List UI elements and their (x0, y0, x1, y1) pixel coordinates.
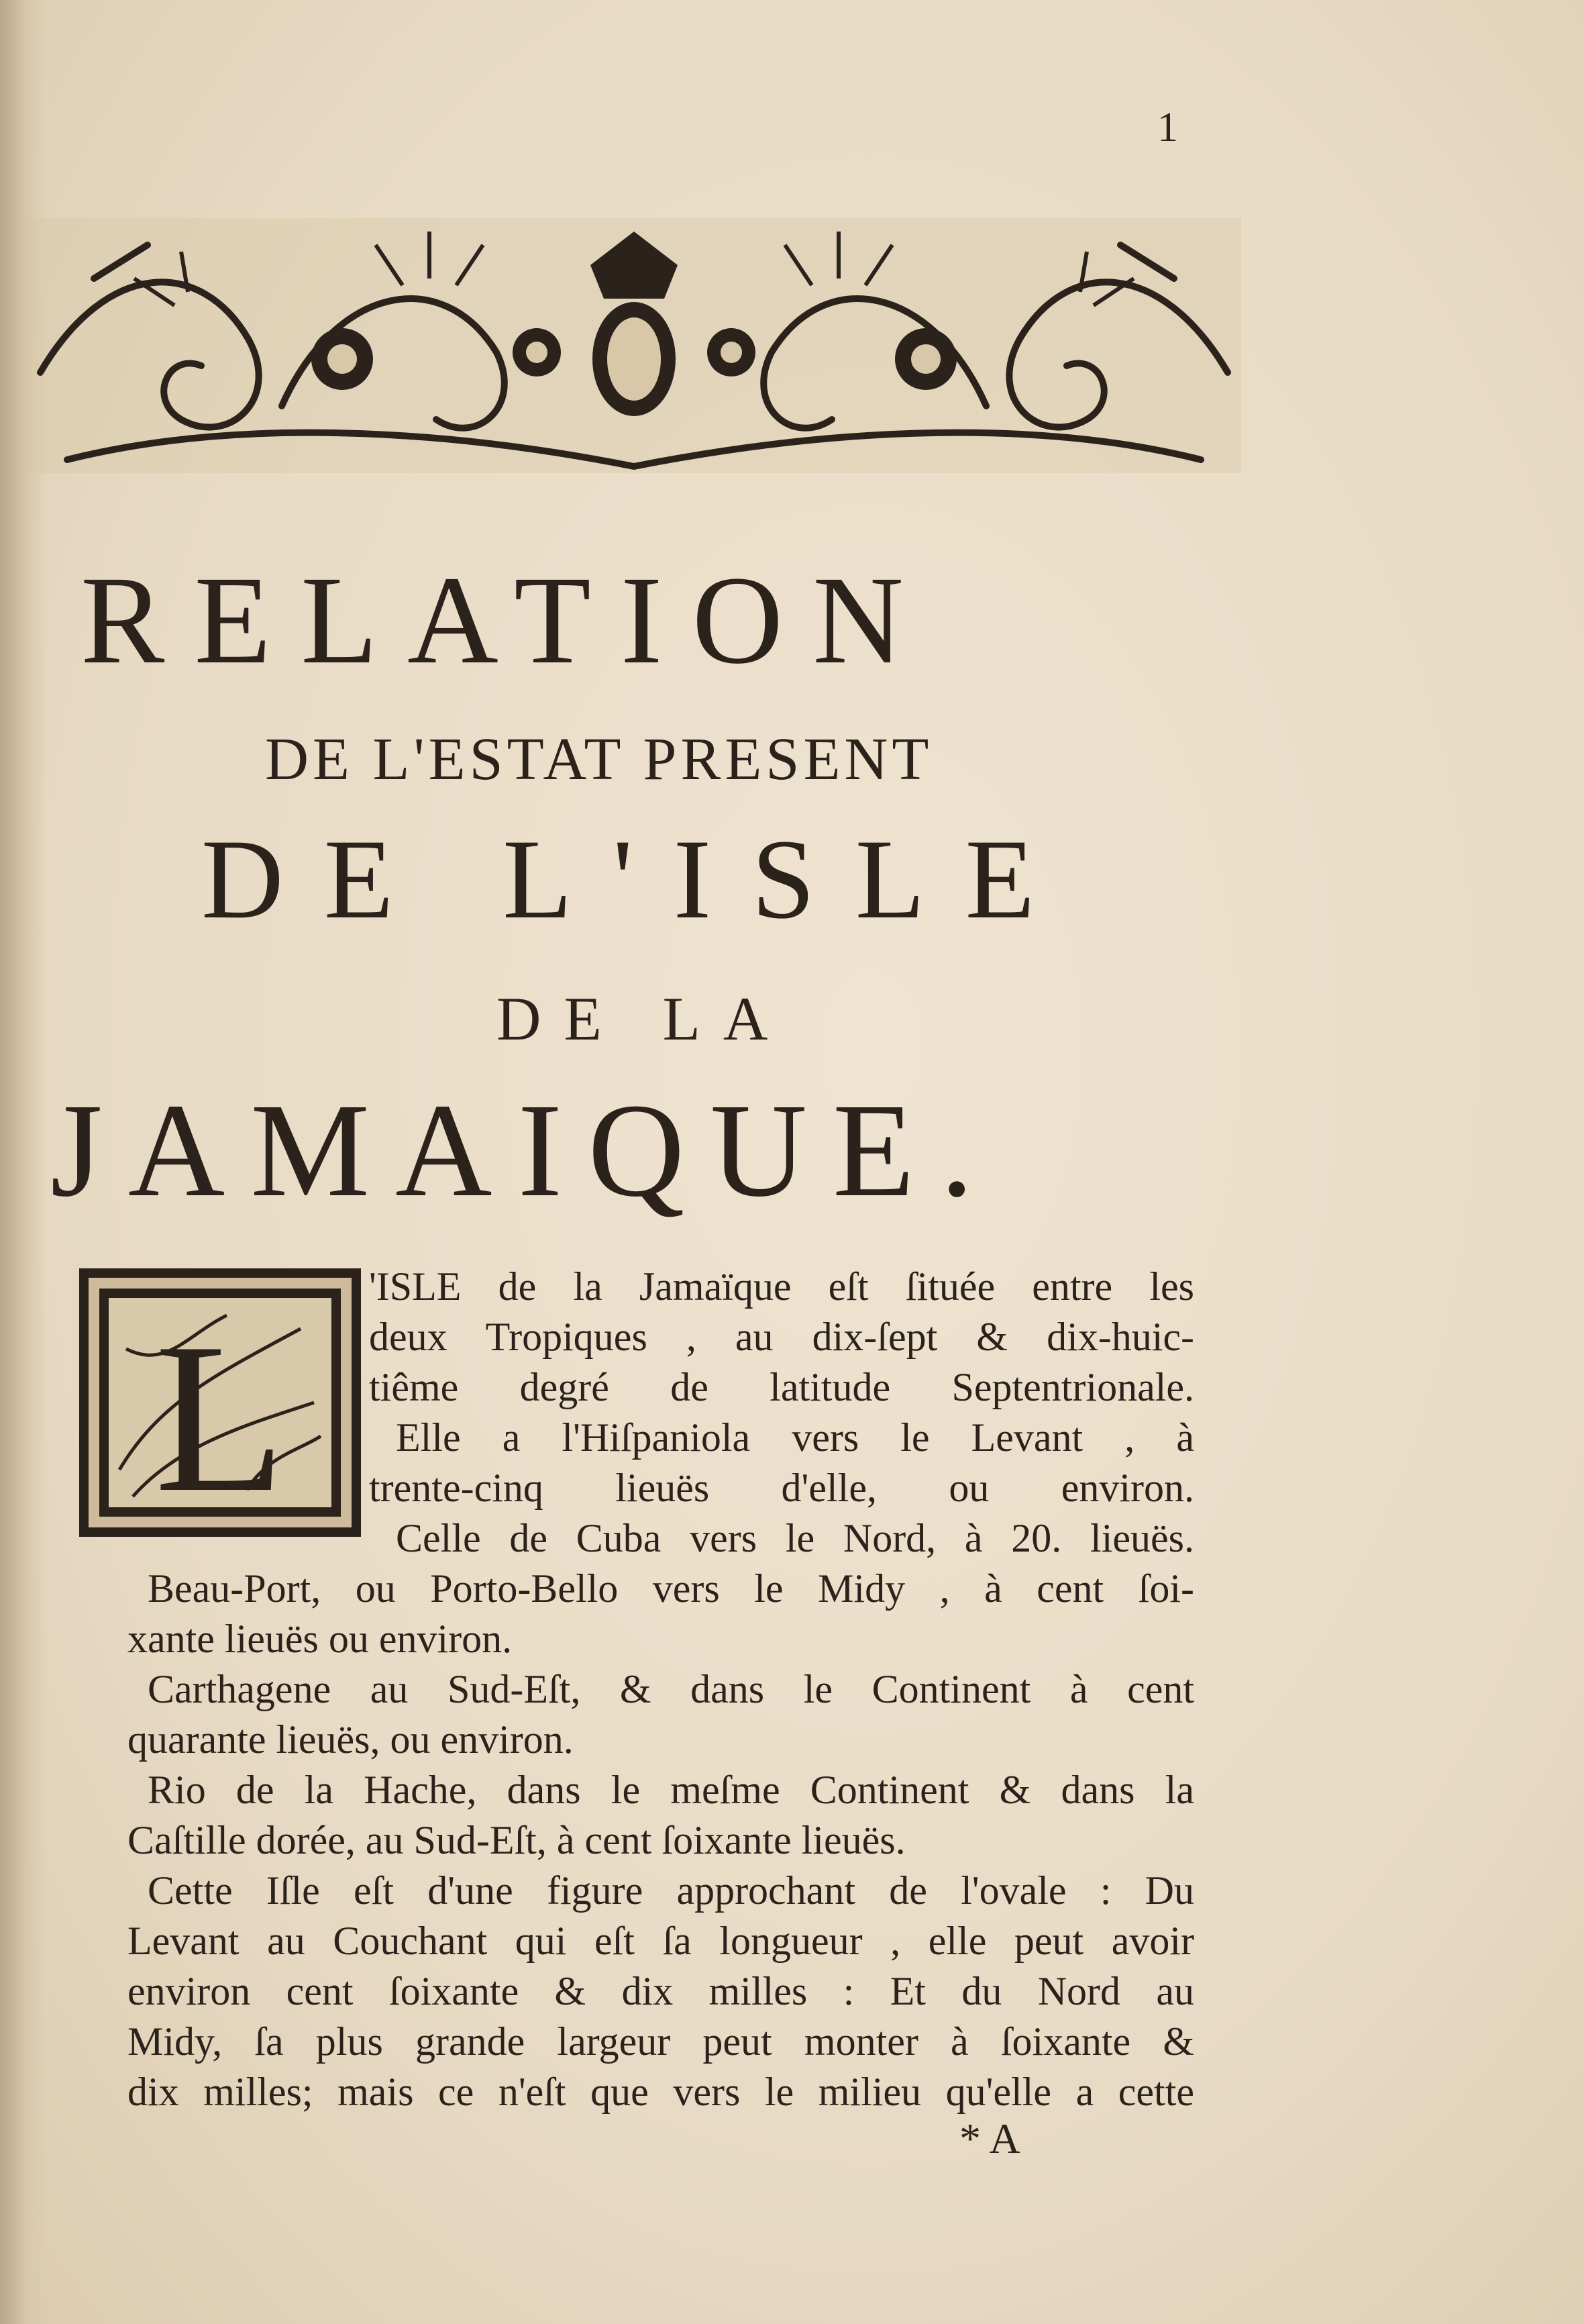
text-line: Beau-Port, ou Porto-Bello vers le Midy , à cent ſoi- (148, 1566, 1194, 1611)
title-relation: RELATION (81, 550, 933, 690)
text-line: Levant au Couchant qui eſt ſa longueur , elle peut avoir (127, 1919, 1194, 1963)
text-line: Carthagene au Sud-Eſt, & dans le Continent à cent (148, 1667, 1194, 1711)
ornamental-headpiece (27, 205, 1241, 487)
title-estat-present: DE L'ESTAT PRESENT (265, 726, 933, 793)
text-line: environ cent ſoixante & dix milles : Et du Nord au (127, 1969, 1194, 2013)
text-line: Midy, ſa plus grande largeur peut monter à ſoixante & (127, 2019, 1194, 2064)
text-line: xante lieuës ou environ. (127, 1617, 513, 1661)
text-line: trente-cinq lieuës d'elle, ou environ. (369, 1466, 1194, 1510)
page-number: 1 (1157, 105, 1178, 150)
text-line: deux Tropiques , au dix-ſept & dix-huic- (369, 1315, 1194, 1359)
svg-text:L: L (154, 1299, 286, 1537)
signature-mark: * A (959, 2115, 1020, 2162)
text-line: dix milles; mais ce n'eſt que vers le milieu qu'elle a cette (127, 2070, 1194, 2114)
text-line: Caſtille dorée, au Sud-Eſt, à cent ſoixante lieuës. (127, 1818, 906, 1862)
text-line: 'ISLE de la Jamaïque eſt ſituée entre les (369, 1264, 1194, 1309)
text-line: Cette Iſle eſt d'une figure approchant de l'ovale : Du (148, 1868, 1194, 1913)
text-line: quarante lieuës, ou environ. (127, 1717, 574, 1762)
text-line: Elle a l'Hiſpaniola vers le Levant , à (396, 1415, 1194, 1460)
text-line: tiême degré de latitude Septentrionale. (369, 1365, 1194, 1409)
title-de-l-isle: DE L'ISLE (201, 816, 1075, 942)
body-text (127, 1262, 1194, 2117)
text-line: Celle de Cuba vers le Nord, à 20. lieuës. (396, 1516, 1194, 1560)
title-de-la: DE LA (496, 984, 791, 1053)
text-line: Rio de la Hache, dans le meſme Continent & dans la (148, 1768, 1194, 1812)
title-jamaique: JAMAIQUE. (50, 1076, 1000, 1225)
